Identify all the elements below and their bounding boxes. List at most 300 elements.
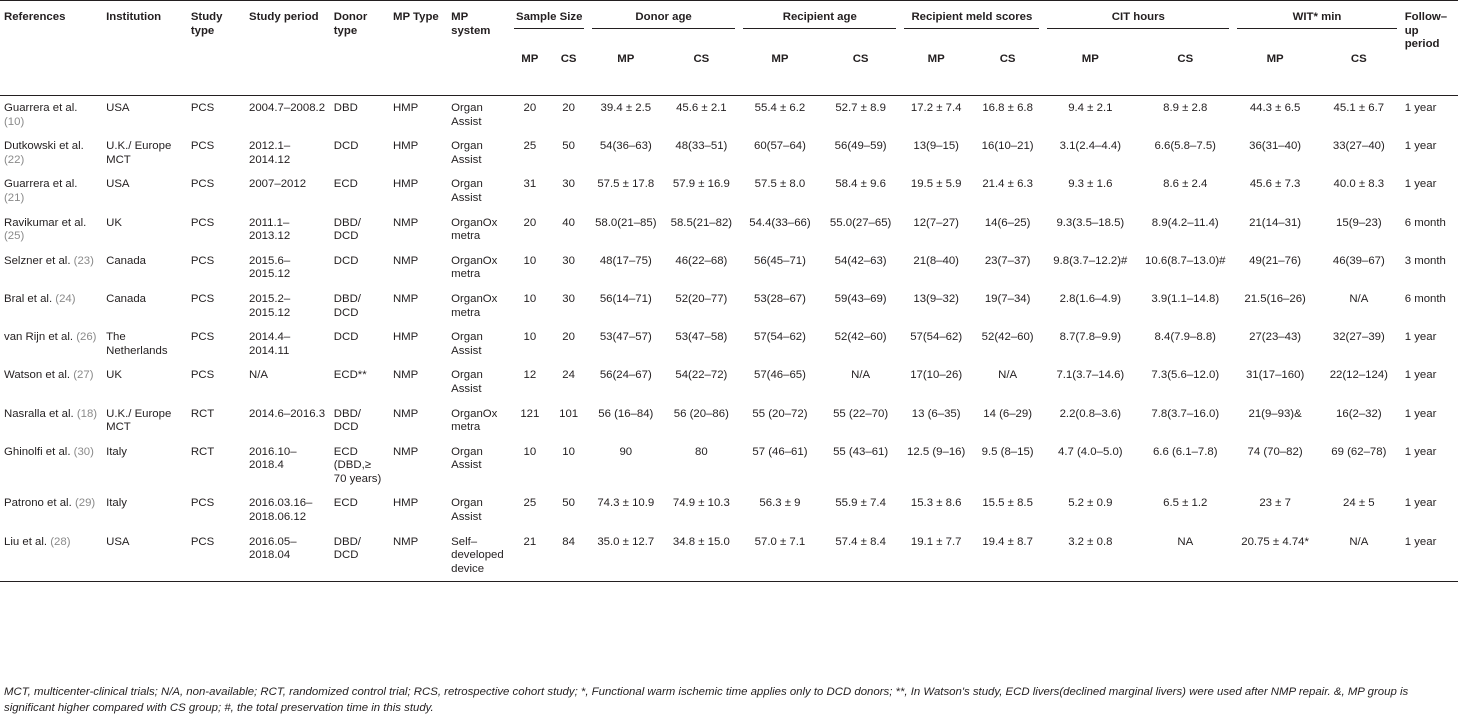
cell-wit-cs: 40.0 ± 8.3 bbox=[1333, 178, 1385, 191]
cell-donor: ECD (DBD,≥ 70 years) bbox=[333, 445, 382, 485]
cell-n-mp: 20 bbox=[510, 96, 549, 135]
cell-ra-cs: 59(43–69) bbox=[834, 292, 887, 305]
table-row bbox=[0, 491, 1458, 529]
cell-meld-mp: 19.1 ± 7.7 bbox=[900, 530, 971, 582]
col-followup: Follow–up period bbox=[1404, 11, 1448, 51]
cell-cit-cs: NA bbox=[1137, 530, 1233, 582]
col-mp-type: MP Type bbox=[392, 11, 439, 23]
cell-wit-cs: 24 ± 5 bbox=[1343, 497, 1375, 510]
reference-link[interactable]: (23) bbox=[73, 254, 94, 267]
reference-name: Bral et al. bbox=[4, 292, 53, 305]
cell-meld-cs: 19(7–34) bbox=[984, 292, 1031, 305]
col-donor-age: Donor age bbox=[588, 1, 739, 50]
cell-ra-mp: 57(46–65) bbox=[754, 369, 806, 382]
cell-wit-mp: 31(17–160) bbox=[1245, 369, 1305, 382]
cell-inst: USA bbox=[102, 530, 187, 582]
cell-meld-cs: 16.8 ± 6.8 bbox=[972, 96, 1043, 135]
cell-wit-mp: 74 (70–82) bbox=[1247, 445, 1303, 458]
table-row bbox=[0, 172, 1458, 210]
cell-mptype: NMP bbox=[392, 254, 419, 267]
sub-cs: CS bbox=[1177, 53, 1194, 65]
cell-ra-cs: 54(42–63) bbox=[834, 254, 887, 267]
cell-n-cs: 30 bbox=[562, 178, 575, 191]
cell-da-cs: 53(47–58) bbox=[675, 331, 728, 344]
cell-ra-cs: 57.4 ± 8.4 bbox=[821, 530, 901, 582]
cell-system: Organ Assist bbox=[451, 331, 483, 357]
cell-fu: 6 month bbox=[1404, 216, 1446, 229]
table-footnote: MCT, multicenter-clinical trials; N/A, non-available; RCT, randomized control trial; RCS, retrospective cohort study; *, Functional warm ischemic time applies only to DCD donors; **, In Watson's study, ECD livers(declined marginal livers) were used after NMP repair. &, MP group is significant higher compared with CS group; #, the total preservation time in this study. bbox=[4, 686, 1409, 714]
cell-cit-mp: 3.2 ± 0.8 bbox=[1043, 530, 1137, 582]
cell-meld-cs: N/A bbox=[998, 369, 1018, 382]
cell-n-mp: 25 bbox=[523, 497, 537, 510]
sub-cs: CS bbox=[693, 53, 710, 65]
cell-type: RCT bbox=[190, 445, 215, 458]
col-sample-size: Sample Size bbox=[510, 1, 588, 50]
cell-ref bbox=[0, 363, 102, 401]
cell-ra-mp: 57.0 ± 7.1 bbox=[739, 530, 821, 582]
cell-n-mp: 12 bbox=[523, 369, 537, 382]
col-wit: WIT* min bbox=[1233, 1, 1400, 50]
cell-system: Organ Assist bbox=[451, 140, 483, 166]
cell-da-mp: 56(24–67) bbox=[599, 369, 652, 382]
cell-da-mp: 56(14–71) bbox=[599, 292, 652, 305]
cell-da-mp: 56 (16–84) bbox=[598, 407, 654, 420]
cell-system: OrganOx metra bbox=[451, 292, 498, 319]
cell-mptype: NMP bbox=[389, 530, 447, 582]
cell-cit-mp: 7.1(3.7–14.6) bbox=[1056, 369, 1125, 382]
cell-meld-cs: 9.5 (8–15) bbox=[981, 445, 1034, 458]
sub-mp: MP bbox=[1081, 53, 1099, 65]
cell-type: RCT bbox=[190, 407, 215, 420]
cell-wit-mp: 21.5(16–26) bbox=[1244, 292, 1306, 305]
cell-wit-cs: 22(12–124) bbox=[1329, 369, 1388, 382]
cell-mptype: HMP bbox=[392, 140, 419, 153]
cell-ref bbox=[0, 172, 102, 210]
cell-da-cs: 34.8 ± 15.0 bbox=[664, 530, 740, 582]
col-study-period: Study period bbox=[249, 11, 319, 23]
reference-name: van Rijn et al. bbox=[4, 331, 74, 344]
cell-inst: The Netherlands bbox=[106, 331, 168, 357]
reference-link[interactable]: (21) bbox=[4, 191, 25, 204]
cell-meld-cs: 14 (6–29) bbox=[983, 407, 1032, 420]
cell-cit-cs: 6.6(5.8–7.5) bbox=[1154, 140, 1216, 153]
cell-ra-mp: 56(45–71) bbox=[754, 254, 806, 267]
cell-system: OrganOx metra bbox=[451, 254, 498, 281]
sub-cs: CS bbox=[1350, 53, 1367, 65]
cell-system: OrganOx metra bbox=[451, 216, 498, 243]
cell-n-cs: 10 bbox=[562, 445, 575, 458]
reference-name: Ghinolfi et al. bbox=[4, 445, 71, 458]
cell-donor: DBD/ DCD bbox=[333, 407, 361, 434]
cell-type: PCS bbox=[187, 96, 245, 135]
reference-link[interactable]: (26) bbox=[76, 331, 97, 344]
cell-da-cs: 46(22–68) bbox=[675, 254, 728, 267]
reference-link[interactable]: (24) bbox=[55, 292, 76, 305]
sub-cs: CS bbox=[560, 53, 577, 65]
cell-da-cs: 58.5(21–82) bbox=[670, 216, 733, 229]
reference-link[interactable]: (22) bbox=[4, 153, 25, 166]
cell-cit-cs: 8.9(4.2–11.4) bbox=[1151, 216, 1219, 229]
cell-wit-mp: 45.6 ± 7.3 bbox=[1249, 178, 1301, 191]
cell-cit-mp: 9.4 ± 2.1 bbox=[1043, 96, 1137, 135]
cell-mptype: HMP bbox=[389, 96, 447, 135]
cell-period: 2016.03.16–2018.06.12 bbox=[249, 497, 313, 524]
cell-cit-mp: 9.8(3.7–12.2)# bbox=[1053, 254, 1128, 267]
cell-n-cs: 20 bbox=[549, 96, 588, 135]
cell-cit-mp: 9.3 ± 1.6 bbox=[1068, 178, 1113, 191]
cell-ref bbox=[0, 491, 102, 529]
reference-name: Guarrera et al. bbox=[4, 102, 78, 114]
cell-da-mp: 39.4 ± 2.5 bbox=[588, 96, 664, 135]
cell-inst: Canada bbox=[106, 292, 146, 305]
cell-n-cs: 101 bbox=[559, 407, 579, 420]
cell-ra-mp: 57(54–62) bbox=[754, 331, 806, 344]
cell-system: Organ Assist bbox=[447, 96, 510, 135]
reference-name: Nasralla et al. bbox=[4, 407, 74, 420]
cell-fu: 6 month bbox=[1404, 292, 1446, 305]
cell-wit-mp: 27(23–43) bbox=[1249, 331, 1302, 344]
cell-cit-mp: 3.1(2.4–4.4) bbox=[1059, 140, 1122, 153]
cell-wit-mp: 23 ± 7 bbox=[1259, 497, 1291, 510]
cell-fu: 1 year bbox=[1404, 497, 1437, 510]
cell-type: PCS bbox=[190, 369, 215, 382]
reference-name: Selzner et al. bbox=[4, 254, 71, 267]
cell-cit-mp: 2.8(1.6–4.9) bbox=[1059, 292, 1122, 305]
cell-cit-cs: 6.5 ± 1.2 bbox=[1163, 497, 1208, 510]
cell-ra-mp: 57 (46–61) bbox=[752, 445, 808, 458]
reference-link[interactable]: (29) bbox=[74, 497, 96, 510]
cell-inst: UK bbox=[106, 369, 122, 382]
cell-fu: 1 year bbox=[1401, 96, 1458, 135]
cell-mptype: HMP bbox=[392, 178, 419, 191]
cell-system: Organ Assist bbox=[451, 369, 483, 395]
cell-da-mp: 57.5 ± 17.8 bbox=[597, 178, 655, 191]
table-row bbox=[0, 325, 1458, 363]
cell-wit-cs: 46(39–67) bbox=[1332, 254, 1385, 267]
cell-wit-cs: 45.1 ± 6.7 bbox=[1317, 96, 1401, 135]
col-cit: CIT hours bbox=[1043, 1, 1233, 50]
col-institution: Institution bbox=[106, 11, 162, 23]
cell-n-cs: 40 bbox=[562, 216, 575, 229]
sub-mp: MP bbox=[617, 53, 635, 65]
cell-period: 2015.2–2015.12 bbox=[249, 292, 291, 319]
cell-n-mp: 20 bbox=[523, 216, 537, 229]
cell-da-cs: 80 bbox=[695, 445, 708, 458]
cell-donor: DBD/ DCD bbox=[333, 216, 361, 243]
cell-type: PCS bbox=[190, 178, 215, 191]
cell-system: Self– developed device bbox=[447, 530, 510, 582]
cell-wit-mp: 20.75 ± 4.74* bbox=[1233, 530, 1317, 582]
sub-mp: MP bbox=[771, 53, 789, 65]
cell-n-mp: 21 bbox=[510, 530, 549, 582]
cell-ref bbox=[0, 325, 102, 363]
cell-ra-mp: 55.4 ± 6.2 bbox=[739, 96, 821, 135]
table-header bbox=[0, 1, 1458, 96]
cell-ra-cs: 56(49–59) bbox=[834, 140, 887, 153]
cell-mptype: NMP bbox=[392, 369, 419, 382]
col-references: References bbox=[4, 11, 66, 23]
cell-cit-cs: 3.9(1.1–14.8) bbox=[1151, 292, 1220, 305]
cell-n-mp: 10 bbox=[523, 331, 537, 344]
cell-ra-cs: 52.7 ± 8.9 bbox=[821, 96, 901, 135]
cell-mptype: NMP bbox=[392, 216, 419, 229]
cell-wit-cs: N/A bbox=[1349, 292, 1369, 305]
cell-donor: DCD bbox=[333, 254, 359, 267]
cell-period: 2011.1–2013.12 bbox=[249, 216, 291, 243]
cell-ra-cs: 55 (43–61) bbox=[833, 445, 889, 458]
cell-ref bbox=[0, 402, 102, 440]
cell-wit-mp: 49(21–76) bbox=[1249, 254, 1302, 267]
cell-da-mp: 74.3 ± 10.9 bbox=[597, 497, 655, 510]
reference-name: Guarrera et al. bbox=[4, 178, 78, 191]
col-study-type: Study type bbox=[190, 11, 223, 37]
cell-ref bbox=[0, 134, 102, 172]
cell-n-cs: 84 bbox=[549, 530, 588, 582]
table-row bbox=[0, 402, 1458, 440]
cell-wit-mp: 44.3 ± 6.5 bbox=[1233, 96, 1317, 135]
cell-donor: ECD bbox=[333, 497, 358, 510]
cell-fu: 1 year bbox=[1401, 530, 1458, 582]
cell-n-mp: 10 bbox=[523, 445, 537, 458]
cell-wit-mp: 21(14–31) bbox=[1249, 216, 1302, 229]
cell-da-mp: 54(36–63) bbox=[599, 140, 652, 153]
cell-system: Organ Assist bbox=[451, 445, 483, 472]
cell-n-mp: 10 bbox=[523, 292, 537, 305]
sub-mp: MP bbox=[521, 53, 539, 65]
cell-type: PCS bbox=[190, 254, 215, 267]
cell-inst: USA bbox=[102, 96, 187, 135]
cell-type: PCS bbox=[190, 497, 215, 510]
cell-fu: 1 year bbox=[1404, 331, 1437, 344]
cell-type: PCS bbox=[187, 530, 245, 582]
cell-meld-mp: 12(7–27) bbox=[913, 216, 959, 229]
reference-link[interactable]: (27) bbox=[73, 369, 94, 382]
cell-cit-cs: 6.6 (6.1–7.8) bbox=[1152, 445, 1218, 458]
cell-wit-cs: 16(2–32) bbox=[1336, 407, 1382, 420]
cell-period: 2014.4–2014.11 bbox=[249, 331, 291, 357]
cell-wit-cs: N/A bbox=[1317, 530, 1401, 582]
cell-da-cs: 56 (20–86) bbox=[673, 407, 729, 420]
cell-ra-cs: 55.0(27–65) bbox=[829, 216, 892, 229]
reference-link[interactable]: (30) bbox=[73, 445, 94, 458]
table-row bbox=[0, 440, 1458, 492]
cell-fu: 1 year bbox=[1404, 407, 1437, 420]
table-row bbox=[0, 96, 1458, 135]
cell-inst: Canada bbox=[106, 254, 146, 267]
cell-inst: Italy bbox=[106, 497, 127, 510]
cell-n-mp: 10 bbox=[523, 254, 537, 267]
cell-meld-cs: 14(6–25) bbox=[984, 216, 1031, 229]
cell-type: PCS bbox=[190, 216, 215, 229]
table-row bbox=[0, 211, 1458, 249]
cell-ref bbox=[0, 287, 102, 325]
col-recipient-age: Recipient age bbox=[739, 1, 900, 50]
cell-inst: U.K./ Europe MCT bbox=[106, 140, 172, 166]
cell-type: PCS bbox=[190, 331, 215, 344]
cell-n-mp: 25 bbox=[523, 140, 537, 153]
cell-da-cs: 54(22–72) bbox=[675, 369, 728, 382]
cell-donor: DCD bbox=[333, 140, 359, 153]
cell-da-mp: 53(47–57) bbox=[599, 331, 652, 344]
cell-da-mp: 90 bbox=[619, 445, 633, 458]
table-row bbox=[0, 249, 1458, 287]
reference-link[interactable]: (18) bbox=[76, 407, 98, 420]
cell-ref bbox=[0, 211, 102, 249]
cell-meld-mp: 57(54–62) bbox=[910, 331, 963, 344]
cell-meld-cs: 15.5 ± 8.5 bbox=[982, 497, 1033, 510]
cell-ra-cs: 55.9 ± 7.4 bbox=[835, 497, 886, 510]
cell-fu: 1 year bbox=[1404, 445, 1437, 458]
cell-wit-cs: 69 (62–78) bbox=[1331, 445, 1387, 458]
cell-wit-cs: 15(9–23) bbox=[1336, 216, 1382, 229]
cell-n-cs: 30 bbox=[562, 292, 575, 305]
cell-n-cs: 20 bbox=[562, 331, 575, 344]
cell-da-cs: 52(20–77) bbox=[675, 292, 728, 305]
cell-meld-mp: 19.5 ± 5.9 bbox=[910, 178, 962, 191]
cell-type: PCS bbox=[190, 140, 215, 153]
cell-meld-cs: 52(42–60) bbox=[981, 331, 1034, 344]
cell-cit-cs: 8.4(7.9–8.8) bbox=[1154, 331, 1216, 344]
cell-ra-mp: 57.5 ± 8.0 bbox=[754, 178, 806, 191]
sub-mp: MP bbox=[1266, 53, 1284, 65]
cell-ra-mp: 53(28–67) bbox=[754, 292, 806, 305]
reference-link[interactable]: (25) bbox=[4, 230, 25, 243]
cell-n-mp: 121 bbox=[520, 407, 540, 420]
cell-donor: DCD bbox=[333, 331, 359, 344]
cell-meld-cs: 19.4 ± 8.7 bbox=[972, 530, 1043, 582]
cell-cit-cs: 7.3(5.6–12.0) bbox=[1151, 369, 1220, 382]
cell-n-cs: 24 bbox=[562, 369, 575, 382]
cell-mptype: NMP bbox=[392, 445, 419, 458]
cell-meld-mp: 17.2 ± 7.4 bbox=[900, 96, 971, 135]
cell-da-mp: 35.0 ± 12.7 bbox=[588, 530, 664, 582]
table-row bbox=[0, 287, 1458, 325]
cell-inst: U.K./ Europe MCT bbox=[106, 407, 172, 434]
cell-donor: DBD bbox=[330, 96, 389, 135]
cell-ra-cs: 52(42–60) bbox=[834, 331, 887, 344]
cell-inst: USA bbox=[106, 178, 130, 191]
cell-ra-cs: 55 (22–70) bbox=[833, 407, 889, 420]
reference-link[interactable]: (28) bbox=[50, 535, 71, 548]
col-mp-system: MP system bbox=[451, 11, 491, 37]
cell-period: 2016.05–2018.04 bbox=[245, 530, 330, 582]
cell-meld-mp: 13 (6–35) bbox=[911, 407, 961, 420]
cell-meld-mp: 21(8–40) bbox=[913, 254, 959, 267]
cell-da-cs: 74.9 ± 10.3 bbox=[672, 497, 730, 510]
reference-name: Liu et al. bbox=[4, 535, 48, 548]
cell-meld-mp: 12.5 (9–16) bbox=[907, 445, 966, 458]
cell-da-cs: 48(33–51) bbox=[675, 140, 728, 153]
cell-cit-cs: 7.8(3.7–16.0) bbox=[1151, 407, 1220, 420]
cell-period: 2004.7–2008.2 bbox=[245, 96, 330, 135]
cell-system: Organ Assist bbox=[451, 497, 483, 524]
cell-period: 2007–2012 bbox=[249, 178, 307, 191]
cell-mptype: NMP bbox=[392, 407, 419, 420]
cell-mptype: NMP bbox=[392, 292, 419, 305]
cell-meld-mp: 13(9–15) bbox=[913, 140, 959, 153]
cell-ra-mp: 60(57–64) bbox=[754, 140, 806, 153]
cell-fu: 1 year bbox=[1404, 369, 1437, 382]
cell-fu: 1 year bbox=[1404, 140, 1437, 153]
cell-meld-cs: 21.4 ± 6.3 bbox=[982, 178, 1033, 191]
cell-ra-cs: N/A bbox=[851, 369, 871, 382]
cell-n-cs: 50 bbox=[562, 140, 575, 153]
cell-system: OrganOx metra bbox=[451, 407, 498, 434]
cell-donor: DBD/ DCD bbox=[330, 530, 389, 582]
cell-period: 2015.6–2015.12 bbox=[249, 254, 291, 281]
cell-ref bbox=[0, 440, 102, 492]
cell-cit-mp: 2.2(0.8–3.6) bbox=[1059, 407, 1122, 420]
cell-ref bbox=[0, 530, 102, 582]
cell-n-cs: 30 bbox=[562, 254, 575, 267]
cell-cit-mp: 5.2 ± 0.9 bbox=[1068, 497, 1113, 510]
cell-fu: 3 month bbox=[1404, 254, 1446, 267]
cell-meld-cs: 23(7–37) bbox=[984, 254, 1031, 267]
cell-ra-mp: 54.4(33–66) bbox=[749, 216, 811, 229]
cell-cit-cs: 10.6(8.7–13.0)# bbox=[1145, 254, 1226, 267]
cell-donor: DBD/ DCD bbox=[333, 292, 361, 319]
cell-mptype: HMP bbox=[392, 331, 419, 344]
cell-period: N/A bbox=[249, 369, 269, 382]
reference-name: Ravikumar et al. bbox=[4, 216, 87, 229]
cell-cit-mp: 9.3(3.5–18.5) bbox=[1056, 216, 1125, 229]
cell-ra-mp: 56.3 ± 9 bbox=[759, 497, 801, 510]
cell-da-mp: 58.0(21–85) bbox=[595, 216, 657, 229]
table-row bbox=[0, 134, 1458, 172]
cell-meld-cs: 16(10–21) bbox=[981, 140, 1034, 153]
cell-cit-cs: 8.9 ± 2.8 bbox=[1137, 96, 1233, 135]
cell-ref bbox=[0, 249, 102, 287]
sub-cs: CS bbox=[999, 53, 1016, 65]
cell-period: 2016.10–2018.4 bbox=[249, 445, 297, 472]
cell-donor: ECD** bbox=[333, 369, 367, 382]
cell-wit-cs: 32(27–39) bbox=[1332, 331, 1385, 344]
cell-inst: UK bbox=[106, 216, 122, 229]
reference-name: Patrono et al. bbox=[4, 497, 72, 510]
col-recipient-meld: Recipient meld scores bbox=[900, 1, 1043, 50]
cell-mptype: HMP bbox=[392, 497, 419, 510]
cell-wit-cs: 33(27–40) bbox=[1332, 140, 1385, 153]
cell-ref bbox=[0, 96, 102, 135]
reference-link[interactable]: (10) bbox=[4, 115, 25, 128]
cell-fu: 1 year bbox=[1404, 178, 1437, 191]
cell-type: PCS bbox=[190, 292, 215, 305]
cell-meld-mp: 13(9–32) bbox=[913, 292, 959, 305]
cell-period: 2014.6–2016.3 bbox=[249, 407, 326, 420]
cell-cit-mp: 8.7(7.8–9.9) bbox=[1059, 331, 1122, 344]
cell-da-cs: 45.6 ± 2.1 bbox=[664, 96, 740, 135]
cell-cit-cs: 8.6 ± 2.4 bbox=[1163, 178, 1208, 191]
cell-n-cs: 50 bbox=[562, 497, 575, 510]
cell-period: 2012.1–2014.12 bbox=[249, 140, 291, 166]
sub-mp: MP bbox=[927, 53, 945, 65]
cell-wit-mp: 21(9–93)& bbox=[1248, 407, 1302, 420]
cell-da-mp: 48(17–75) bbox=[599, 254, 652, 267]
table-row bbox=[0, 363, 1458, 401]
cell-system: Organ Assist bbox=[451, 178, 483, 204]
sub-cs: CS bbox=[852, 53, 869, 65]
cell-ra-cs: 58.4 ± 9.6 bbox=[835, 178, 886, 191]
table-body bbox=[0, 96, 1458, 582]
cell-cit-mp: 4.7 (4.0–5.0) bbox=[1058, 445, 1123, 458]
cell-meld-mp: 17(10–26) bbox=[910, 369, 963, 382]
reference-name: Watson et al. bbox=[4, 369, 71, 382]
cell-ra-mp: 55 (20–72) bbox=[752, 407, 808, 420]
col-donor-type: Donor type bbox=[333, 11, 368, 37]
cell-inst: Italy bbox=[106, 445, 127, 458]
cell-wit-mp: 36(31–40) bbox=[1249, 140, 1302, 153]
cell-donor: ECD bbox=[333, 178, 358, 191]
